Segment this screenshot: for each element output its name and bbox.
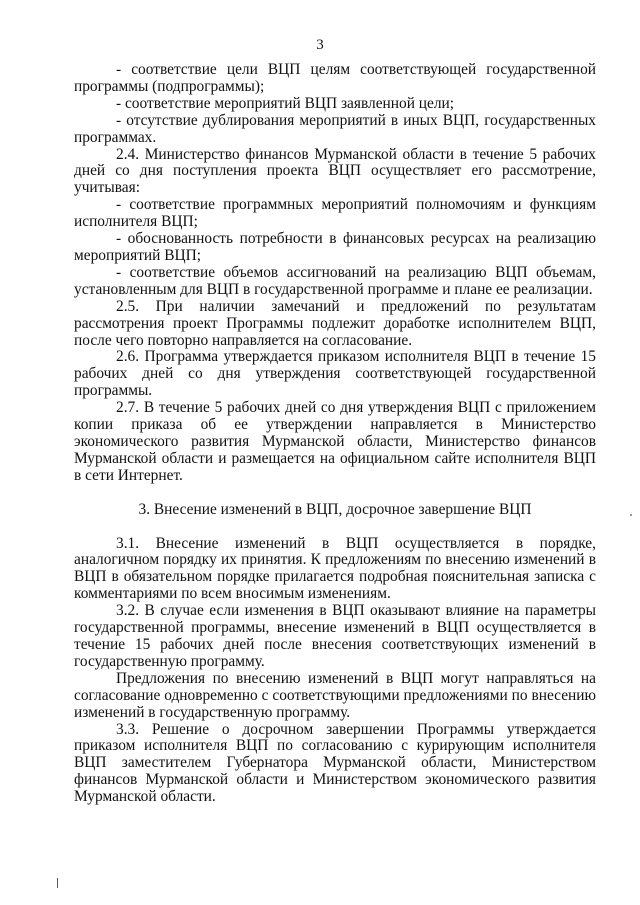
- paragraph-2-4: 2.4. Министерство финансов Мурманской области в течение 5 рабочих дней со дня поступления проекта ВЦП осуществляет его рассмотрение, учитывая:: [74, 145, 596, 197]
- page-number: 3: [316, 37, 324, 53]
- section-3-heading: 3. Внесение изменений в ВЦП, досрочное завершение ВЦП: [138, 500, 532, 518]
- list-item-financial-need: - обоснованность потребности в финансовых ресурсах на реализацию мероприятий ВЦП;: [74, 230, 596, 264]
- paragraph-3-2-proposals: Предложения по внесению изменений в ВЦП могут направляться на согласование одновременно с соответствующими предложениями по внесению изменений в государственную программу.: [74, 669, 596, 721]
- list-item-no-duplication: - отсутствие дублирования мероприятий в иных ВЦП, государственных программах.: [74, 111, 596, 146]
- list-item-allocations-match: - соответствие объемов ассигнований на реализацию ВЦП объемам, установленным для ВЦП в государственной программе и плане ее реализации.: [74, 263, 596, 298]
- list-item-activities-match: - соответствие мероприятий ВЦП заявленной цели;: [116, 94, 455, 112]
- document-body: [74, 62, 596, 806]
- paragraph-2-5: 2.5. При наличии замечаний и предложений по результатам рассмотрения проект Программы подлежит доработке исполнителем ВЦП, после чего повторно направляется на согласование.: [74, 297, 596, 349]
- paragraph-2-6: 2.6. Программа утверждается приказом исполнителя ВЦП в течение 15 рабочих дней со дня утверждения соответствующей государственной программы.: [74, 348, 596, 400]
- scan-speck: [630, 514, 632, 516]
- list-item-powers-match: - соответствие программных мероприятий полномочиям и функциям исполнителя ВЦП;: [74, 196, 596, 231]
- paragraph-3-1: 3.1. Внесение изменений в ВЦП осуществляется в порядке, аналогичном порядку их принятия. К предложениям по внесению изменений в ВЦП в обязательном порядке прилагается подробная пояснительная записка с комментариями по всем вносимым изменениям.: [74, 534, 596, 603]
- scan-margin-mark: [57, 878, 58, 888]
- paragraph-3-2: 3.2. В случае если изменения в ВЦП оказывают влияние на параметры государственной программы, внесение изменений в ВЦП осуществляется в течение 15 рабочих дней после внесения соответствующих изменений в государственную программу.: [74, 602, 596, 670]
- paragraph-2-7: 2.7. В течение 5 рабочих дней со дня утверждения ВЦП с приложением копии приказа об ее утверждении направляется в Министерство экономического развития Мурманской области, Министерство финансов Мурманской области и размещается на официальном сайте исполнителя ВЦП в сети Интернет.: [74, 399, 596, 484]
- paragraph-3-3: 3.3. Решение о досрочном завершении Программы утверждается приказом исполнителя ВЦП по согласованию с курирующим исполнителя ВЦП заместителем Губернатора Мурманской области, Министерством финансов Мурманской области и Министерством экономического развития Мурманской области.: [74, 720, 596, 806]
- list-item-goal-match: - соответствие цели ВЦП целям соответствующей государственной программы (подпрограммы);: [74, 61, 596, 95]
